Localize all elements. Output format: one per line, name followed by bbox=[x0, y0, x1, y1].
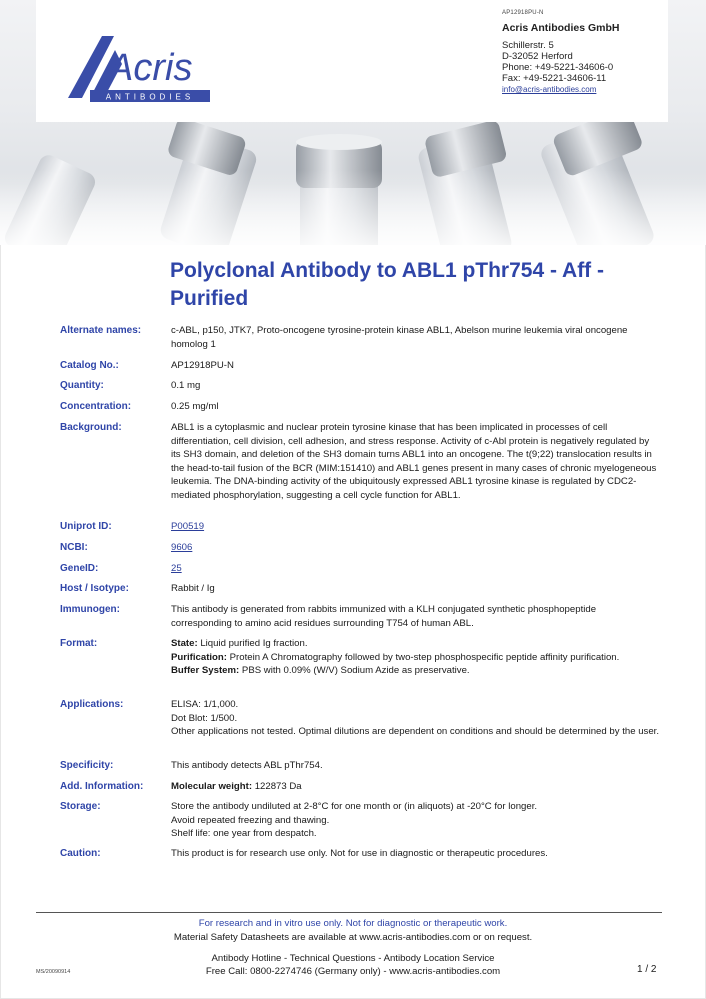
ncbi-link[interactable]: 9606 bbox=[171, 542, 193, 553]
storage-line-2: Avoid repeated freezing and thawing. bbox=[171, 814, 330, 826]
spec-label: Format: bbox=[60, 638, 98, 649]
logo-subtext: ANTIBODIES bbox=[105, 92, 195, 102]
application-elisa: ELISA: 1/1,000. bbox=[171, 699, 239, 710]
spec-value: 0.1 mg bbox=[171, 380, 201, 391]
acris-logo bbox=[60, 28, 220, 108]
buffer-value: PBS with 0.09% (W/V) Sodium Azide as preservative. bbox=[241, 665, 470, 676]
spec-label: Quantity: bbox=[60, 380, 104, 391]
address-city: D-32052 Herford bbox=[502, 51, 573, 62]
spec-value: This antibody detects ABL pThr754. bbox=[171, 760, 323, 771]
storage-line-1: Store the antibody undiluted at 2-8°C for one month or (in aliquots) at -20°C for longer. bbox=[171, 801, 538, 812]
spec-label: NCBI: bbox=[60, 542, 88, 553]
spec-value: Rabbit / Ig bbox=[171, 583, 215, 594]
spec-value: AP12918PU-N bbox=[171, 360, 234, 371]
email-link[interactable]: info@acris-antibodies.com bbox=[502, 85, 597, 94]
address-fax: Fax: +49-5221-34606-11 bbox=[502, 73, 607, 84]
footer-divider bbox=[36, 912, 662, 913]
application-note: Other applications not tested. Optimal dilutions are dependent on conditions and should be determined by the user. bbox=[171, 726, 659, 737]
footer-msds-notice: Material Safety Datasheets are available at www.acris-antibodies.com or on request. bbox=[173, 932, 533, 943]
logo-wordmark: Acris bbox=[108, 47, 193, 89]
spec-value: ABL1 is a cytoplasmic and nuclear protein tyrosine kinase that has been implicated in processes of cell differentiation, cell division, cell adhesion, and stress response. Activity of c-Abl protein is negatively regulated by its SH3 domain, and deletion of the SH3 domain turns ABL1 into an oncogene. The t(9;22) translocation results in the head-to-tail fusion of the BCR (MIM:151410) and ABL1 genes present in many cases of chronic myelogeneous leukemia. The DNA-binding activity of the ubiquitously expressed ABL1 tyrosine kinase is regulated by CDC2-mediated phosphorylation, suggesting a cell cycle function for ABL1. bbox=[171, 422, 657, 501]
spec-value bbox=[171, 541, 659, 555]
purification-value: Protein A Chromatography followed by two-step phosphospecific peptide affinity purification. bbox=[229, 651, 620, 663]
spec-label: Storage: bbox=[60, 801, 101, 812]
spec-value: 0.25 mg/ml bbox=[171, 401, 219, 412]
company-address bbox=[502, 10, 619, 95]
footer-research-notice: For research and in vitro use only. Not for diagnostic or therapeutic work. bbox=[198, 918, 508, 929]
spec-label: Immunogen: bbox=[60, 604, 120, 615]
spec-label: Specificity: bbox=[60, 760, 114, 771]
spec-label: Concentration: bbox=[60, 401, 132, 412]
spec-value bbox=[171, 562, 659, 576]
spec-value: c-ABL, p150, JTK7, Proto-oncogene tyrosine-protein kinase ABL1, Abelson murine leukemia viral oncogene homolog 1 bbox=[171, 325, 628, 350]
spec-label: Alternate names: bbox=[60, 325, 142, 336]
page-number: 1 / 2 bbox=[637, 964, 657, 975]
spec-label: Catalog No.: bbox=[60, 360, 119, 371]
application-dotblot: Dot Blot: 1/500. bbox=[171, 712, 238, 724]
address-phone: Phone: +49-5221-34606-0 bbox=[502, 62, 614, 73]
product-title: Polyclonal Antibody to ABL1 pThr754 - Aff - Purified bbox=[170, 259, 605, 310]
footer-free-call: Free Call: 0800-2274746 (Germany only) - www.acris-antibodies.com bbox=[205, 966, 501, 977]
spec-label: Host / Isotype: bbox=[60, 583, 129, 594]
spec-value bbox=[171, 780, 659, 794]
spec-label: Applications: bbox=[60, 699, 124, 710]
spec-value bbox=[171, 800, 659, 841]
spec-label: Caution: bbox=[60, 848, 101, 859]
spec-label: Uniprot ID: bbox=[60, 521, 112, 532]
doc-reference: AP12918PU-N bbox=[502, 10, 544, 16]
buffer-label: Buffer System: bbox=[171, 665, 240, 676]
spec-value: This product is for research use only. Not for use in diagnostic or therapeutic procedures. bbox=[171, 848, 548, 859]
company-name: Acris Antibodies GmbH bbox=[502, 22, 620, 34]
mw-value: 122873 Da bbox=[254, 781, 302, 792]
footer-hotline: Antibody Hotline - Technical Questions - Antibody Location Service bbox=[211, 953, 495, 964]
mw-label: Molecular weight: bbox=[171, 781, 253, 792]
spec-label: Add. Information: bbox=[60, 781, 144, 792]
spec-value: This antibody is generated from rabbits immunized with a KLH conjugated synthetic phosphopeptide corresponding to amino acid residues surrounding T754 of human ABL. bbox=[171, 604, 597, 629]
state-value: Liquid purified Ig fraction. bbox=[200, 638, 308, 649]
geneid-link[interactable]: 25 bbox=[171, 563, 182, 574]
uniprot-link[interactable]: P00519 bbox=[171, 521, 205, 532]
spec-label: Background: bbox=[60, 422, 122, 433]
spec-value bbox=[171, 637, 659, 678]
header-banner bbox=[0, 0, 706, 245]
spec-value bbox=[171, 698, 659, 739]
spec-label: GeneID: bbox=[60, 563, 99, 574]
doc-code: MS/20090914 bbox=[36, 969, 71, 975]
spec-value bbox=[171, 520, 659, 534]
address-street: Schillerstr. 5 bbox=[502, 40, 554, 51]
state-label: State: bbox=[171, 638, 198, 649]
purification-label: Purification: bbox=[171, 651, 227, 663]
storage-line-3: Shelf life: one year from despatch. bbox=[171, 828, 317, 839]
